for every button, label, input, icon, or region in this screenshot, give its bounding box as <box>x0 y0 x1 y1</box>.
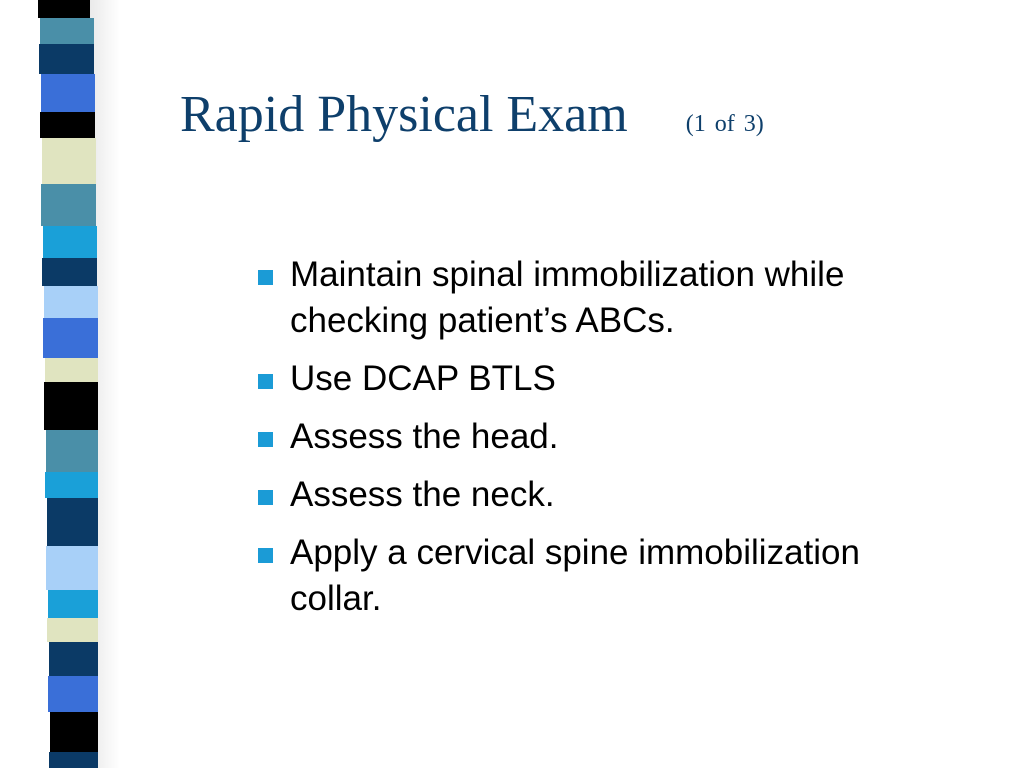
bullet-item <box>256 472 956 518</box>
bullet-text: Apply a cervical spine immobilization collar. <box>290 533 860 618</box>
bullet-text: Assess the neck. <box>290 475 555 514</box>
bullet-list <box>256 252 956 634</box>
stripe-band <box>47 618 98 642</box>
bullet-item <box>256 252 956 344</box>
bullet-text: Maintain spinal immobilization while checking patient’s ABCs. <box>290 255 845 340</box>
square-bullet-icon <box>258 270 273 285</box>
square-bullet-icon <box>258 490 273 505</box>
stripe-band <box>41 184 96 226</box>
stripe-band <box>43 318 98 358</box>
stripe-band <box>49 752 98 768</box>
stripe-band <box>48 590 98 618</box>
stripe-band <box>47 498 98 546</box>
stripe-band <box>40 112 95 138</box>
stripe-band <box>39 44 94 74</box>
bullet-item <box>256 414 956 460</box>
stripe-band <box>48 676 98 712</box>
title-row <box>180 85 764 144</box>
stripe-band <box>41 74 95 112</box>
square-bullet-icon <box>258 374 273 389</box>
stripe-band <box>46 546 98 590</box>
stripe-band <box>45 358 98 382</box>
stripe-band <box>46 430 98 472</box>
slide-title: Rapid Physical Exam <box>180 86 628 143</box>
decorative-stripe <box>38 0 98 768</box>
stripe-band <box>43 226 97 258</box>
bullet-text: Assess the head. <box>290 417 559 456</box>
stripe-band <box>42 258 97 286</box>
stripe-band <box>44 382 98 430</box>
stripe-band <box>42 138 96 184</box>
stripe-band <box>38 0 90 18</box>
bullet-item <box>256 530 956 622</box>
slide-subtitle: (1 of 3) <box>685 111 764 137</box>
stripe-band <box>45 472 98 498</box>
stripe-band <box>50 712 98 752</box>
stripe-band <box>44 286 98 318</box>
bullet-item <box>256 356 956 402</box>
square-bullet-icon <box>258 432 273 447</box>
stripe-band <box>49 642 98 676</box>
stripe-band <box>40 18 94 44</box>
square-bullet-icon <box>258 548 273 563</box>
bullet-text: Use DCAP BTLS <box>290 359 556 398</box>
